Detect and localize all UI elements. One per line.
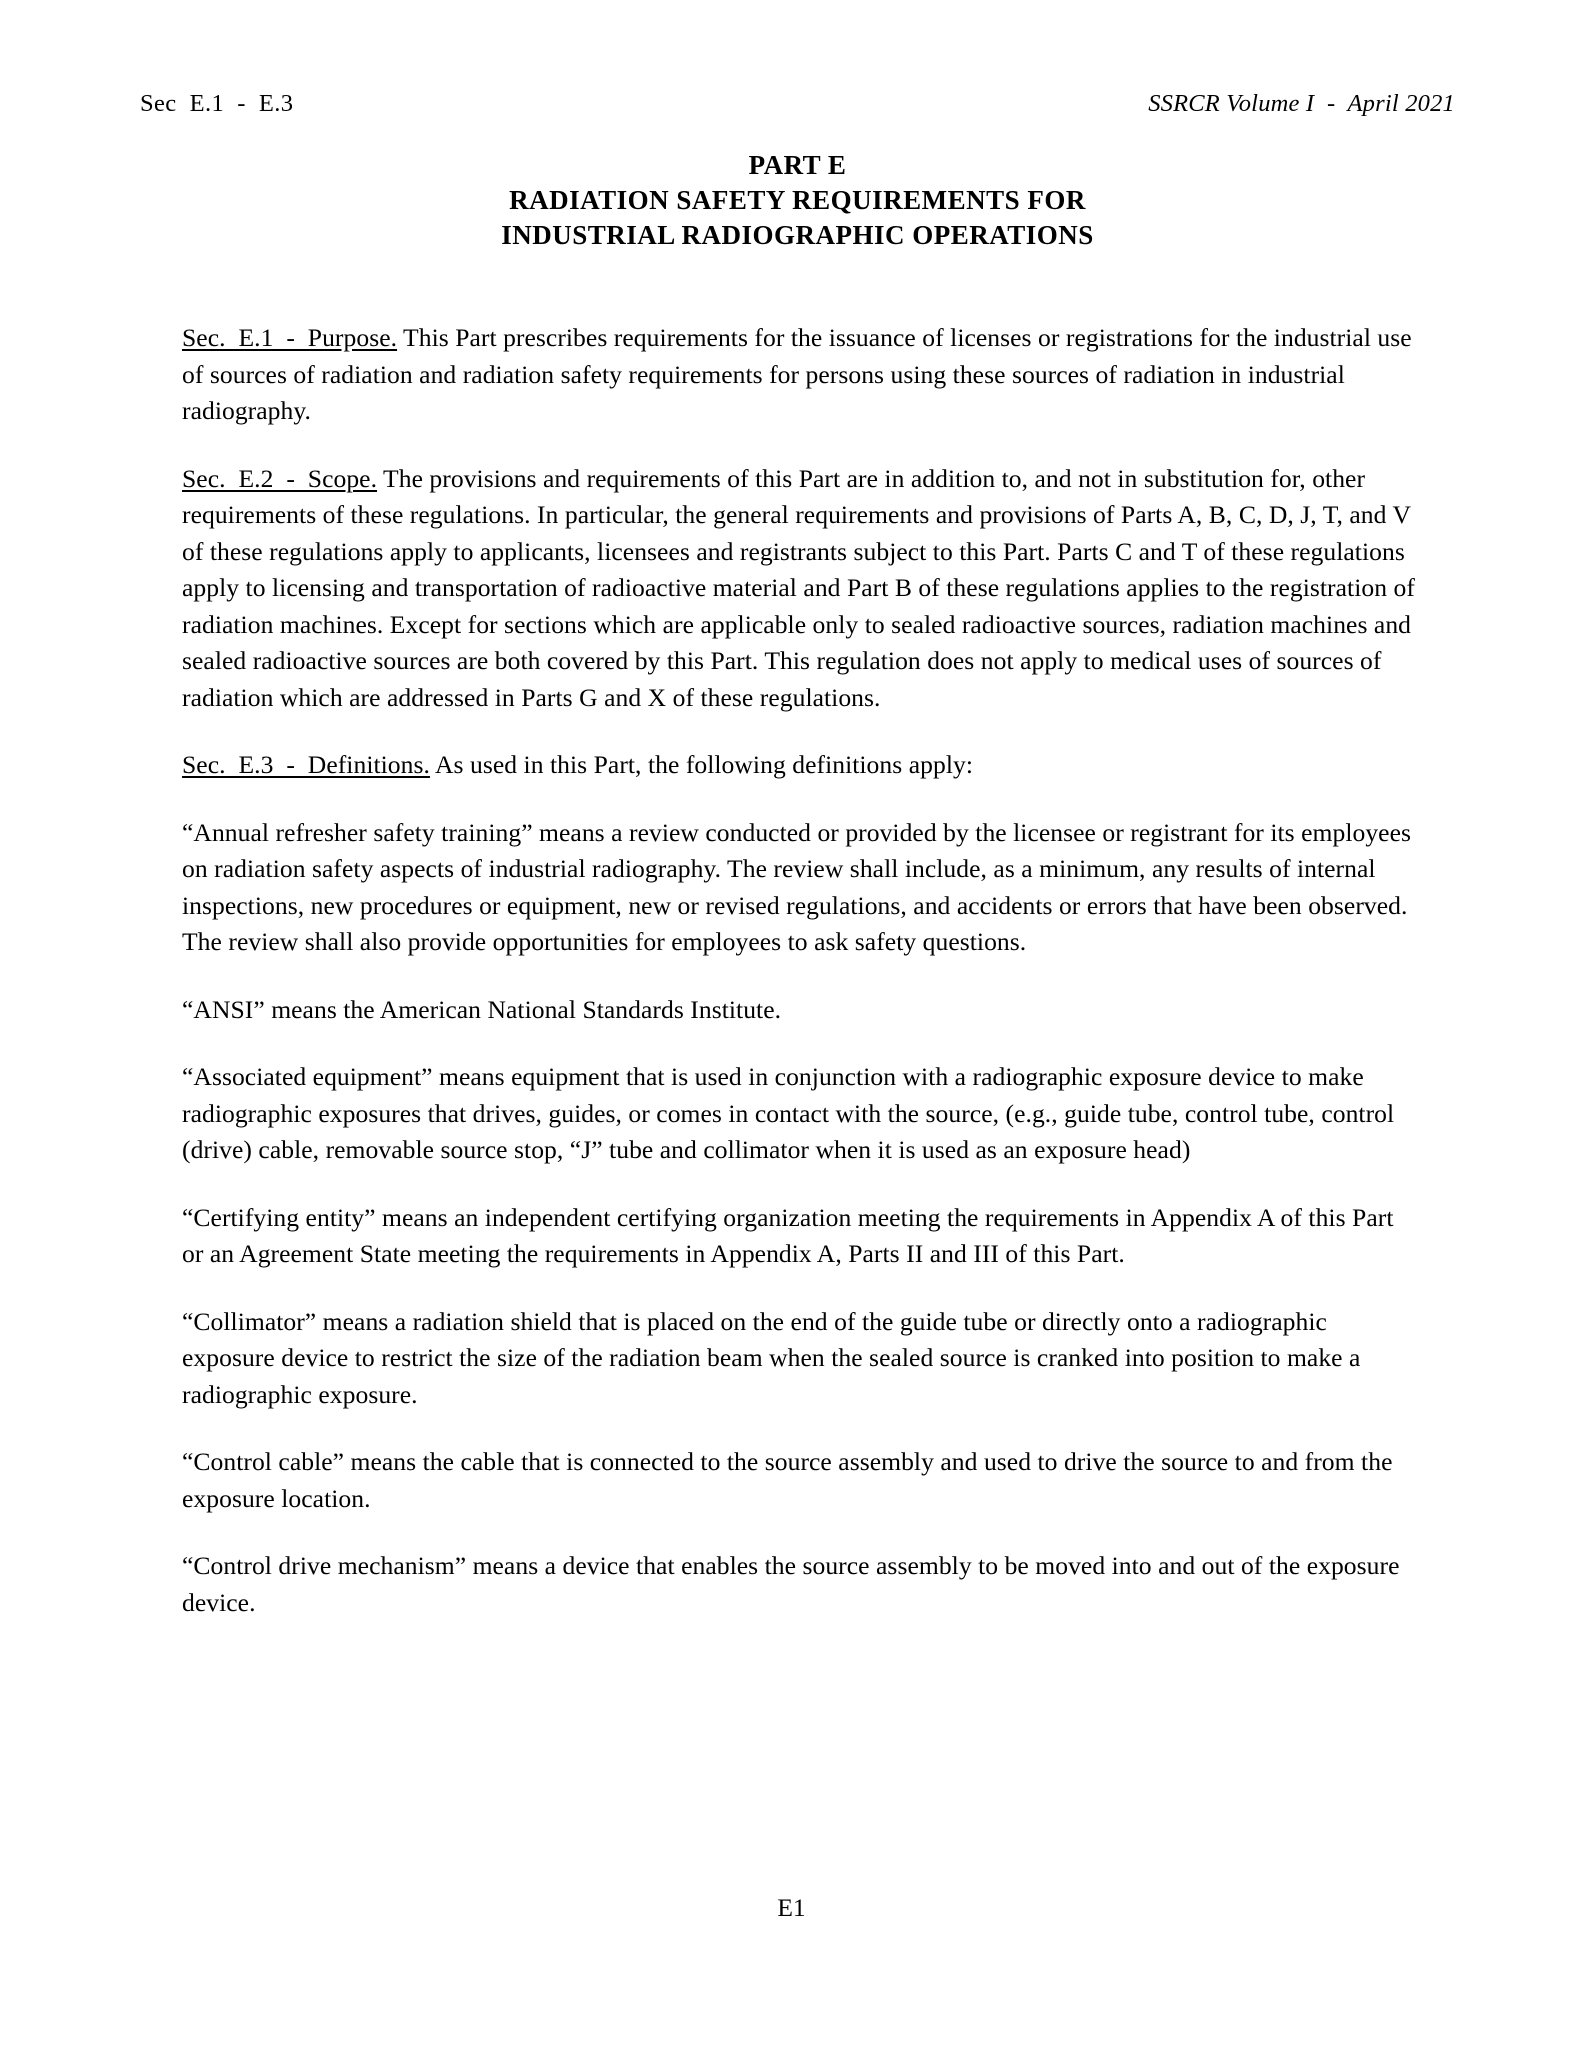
- definition-paragraph: “Associated equipment” means equipment that is used in conjunction with a radiographic exposure device to make radiographic exposures that drives, guides, or comes in contact with the source, (e.g., guide tube, control tube, control (drive) cable, removable source stop, “J” tube and collimator when it is used as an exposure head): [182, 1062, 1395, 1164]
- title-line-subject: RADIATION SAFETY REQUIREMENTS FOR: [509, 185, 1086, 215]
- section-e2-heading: Sec. E.2 - Scope.: [182, 463, 378, 493]
- section-e3: [182, 747, 1420, 784]
- page-number: E1: [777, 1892, 806, 1922]
- title-line-part: PART E: [748, 150, 847, 180]
- definition-paragraph: “Annual refresher safety training” means a review conducted or provided by the licensee or registrant for its employees on radiation safety aspects of industrial radiography. The review shall include, as a minimum, any results of internal inspections, new procedures or equipment, new or revised regulations, and accidents or errors that have been observed. The review shall also provide opportunities for employees to ask safety questions.: [182, 817, 1411, 956]
- running-head-left: Sec E.1 - E.3: [140, 90, 294, 117]
- body-column: [182, 320, 1420, 1621]
- definition-paragraph: “Control drive mechanism” means a device that enables the source assembly to be moved into and out of the exposure device.: [182, 1551, 1400, 1617]
- page-title: [140, 148, 1455, 253]
- definition-paragraph: “Control cable” means the cable that is connected to the source assembly and used to drive the source to and from the exposure location.: [182, 1447, 1393, 1513]
- section-e1-heading: Sec. E.1 - Purpose.: [182, 323, 398, 352]
- section-e1-body: This Part prescribes requirements for the issuance of licenses or registrations for the industrial use of sources of radiation and radiation safety requirements for persons using these sources of radiation in industrial radiography.: [182, 323, 1412, 425]
- definition-paragraph: “ANSI” means the American National Standards Institute.: [182, 994, 782, 1024]
- definition-paragraph: “Collimator” means a radiation shield that is placed on the end of the guide tube or directly onto a radiographic exposure device to restrict the size of the radiation beam when the sealed source is cranked into position to make a radiographic exposure.: [182, 1306, 1361, 1409]
- page-footer: [0, 1892, 1583, 1922]
- section-e1: [182, 320, 1420, 430]
- title-line-scope: INDUSTRIAL RADIOGRAPHIC OPERATIONS: [501, 220, 1094, 250]
- running-head: [140, 92, 1455, 117]
- section-e2-body: The provisions and requirements of this Part are in addition to, and not in substitution for, other requirements of these regulations. In particular, the general requirements and provisions of Parts A, B, C, D, J, T, and V of these regulations apply to applicants, licensees and registrants subject to this Part. Parts C and T of these regulations apply to licensing and transportation of radioactive material and Part B of these regulations applies to the registration of radiation machines. Except for sections which are applicable only to sealed radioactive sources, radiation machines and sealed radioactive sources are both covered by this Part. This regulation does not apply to medical uses of sources of radiation which are addressed in Parts G and X of these regulations.: [182, 463, 1415, 712]
- definition-paragraph: “Certifying entity” means an independent certifying organization meeting the requirements in Appendix A of this Part or an Agreement State meeting the requirements in Appendix A, Parts II and III of this Part.: [182, 1202, 1394, 1268]
- section-e2: [182, 461, 1420, 717]
- section-e3-body: As used in this Part, the following definitions apply:: [429, 750, 973, 779]
- section-e3-heading: Sec. E.3 - Definitions.: [182, 750, 430, 779]
- running-head-right: SSRCR Volume I - April 2021: [1148, 90, 1455, 117]
